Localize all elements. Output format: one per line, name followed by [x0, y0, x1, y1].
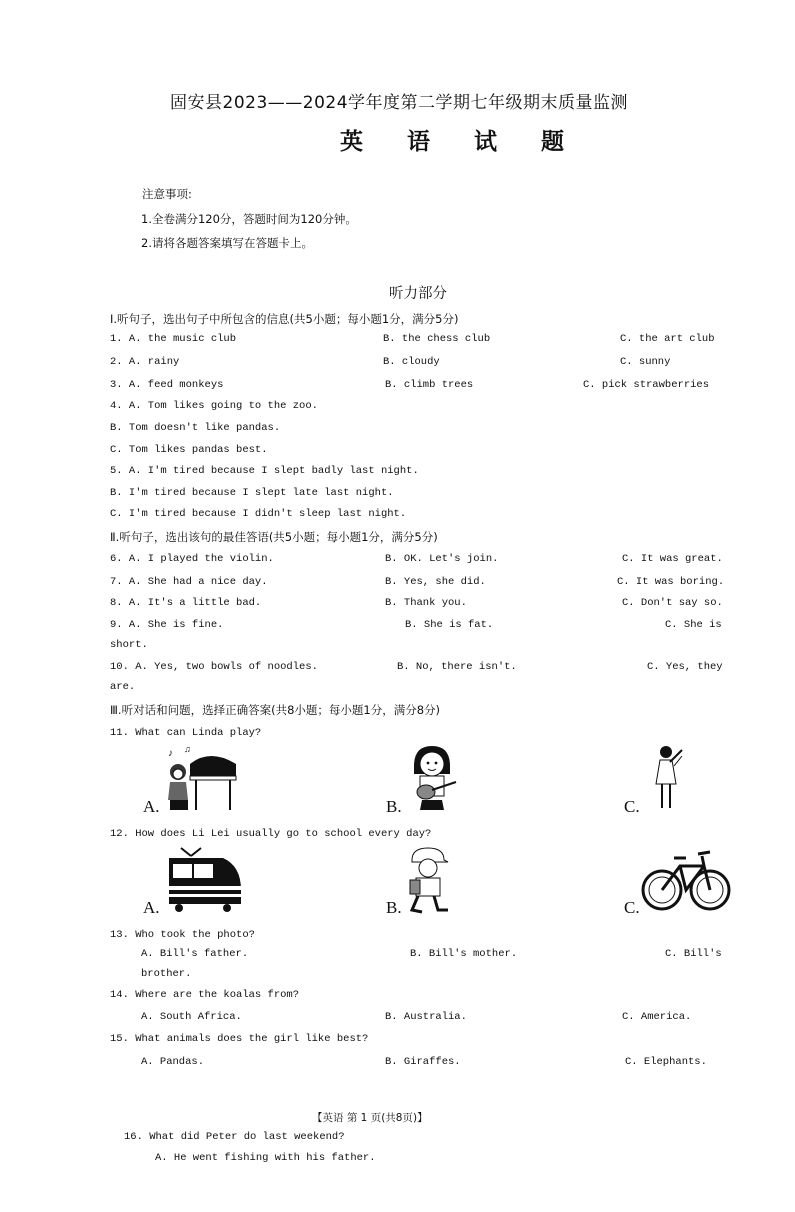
question-text: 11. What can Linda play?: [110, 727, 262, 739]
option-text: B. Giraffes.: [385, 1056, 461, 1068]
option-text: 4. A. Tom likes going to the zoo.: [110, 400, 318, 412]
option-text: 7. A. She had a nice day.: [110, 576, 268, 588]
svg-text:♪: ♪: [168, 748, 173, 759]
option-text: B. Tom doesn't like pandas.: [110, 422, 281, 434]
option-text: C. Tom likes pandas best.: [110, 444, 268, 456]
option-text: C. It was great.: [622, 553, 723, 565]
option-text: C. Yes, they: [647, 661, 723, 673]
question-text: 16. What did Peter do last weekend?: [124, 1131, 345, 1143]
option-text: C. pick strawberries: [583, 379, 710, 391]
option-text: 10. A. Yes, two bowls of noodles.: [110, 661, 318, 673]
option-text: B. She is fat.: [405, 619, 494, 631]
option-text: C. sunny: [620, 356, 671, 368]
notes-heading: 注意事项:: [142, 187, 192, 201]
notes-item: 1.全卷满分120分，答题时间为120分钟。: [141, 212, 357, 226]
option-text: A. Pandas.: [141, 1056, 205, 1068]
option-text: C. It was boring.: [617, 576, 725, 588]
option-label: B.: [386, 898, 402, 917]
option-text: B. climb trees: [385, 379, 474, 391]
section-title: 听力部分: [389, 286, 447, 302]
option-text: 3. A. feed monkeys: [110, 379, 224, 391]
option-text: are.: [110, 681, 136, 693]
option-text: C. the art club: [620, 333, 715, 345]
svg-text:♫: ♫: [184, 744, 191, 754]
option-text: C. Elephants.: [625, 1056, 707, 1068]
option-text: C. Don't say so.: [622, 597, 723, 609]
option-text: A. He went fishing with his father.: [155, 1152, 376, 1164]
option-text: A. Bill's father.: [141, 948, 249, 960]
part-heading: Ⅰ.听句子，选出句子中所包含的信息(共5小题；每小题1分，满分5分): [110, 312, 459, 326]
option-text: B. Yes, she did.: [385, 576, 486, 588]
option-text: B. No, there isn't.: [397, 661, 517, 673]
option-label: A.: [143, 898, 160, 917]
option-label: B.: [386, 797, 402, 816]
option-text: 9. A. She is fine.: [110, 619, 224, 631]
question-text: 13. Who took the photo?: [110, 929, 255, 941]
violin-girl-image: [652, 744, 684, 814]
guitar-girl-image: [404, 744, 460, 812]
option-text: B. cloudy: [383, 356, 440, 368]
walking-boy-image: [404, 846, 450, 914]
option-text: C. I'm tired because I didn't sleep last night.: [110, 508, 407, 520]
part-heading: Ⅱ.听句子，选出该句的最佳答语(共5小题；每小题1分，满分5分): [110, 530, 438, 544]
option-label: C.: [624, 898, 640, 917]
option-text: B. OK. Let's join.: [385, 553, 499, 565]
option-text: brother.: [141, 968, 192, 980]
train-image: [163, 846, 243, 914]
option-text: 8. A. It's a little bad.: [110, 597, 262, 609]
option-text: B. Thank you.: [385, 597, 467, 609]
option-text: 1. A. the music club: [110, 333, 237, 345]
option-text: C. Bill's: [665, 948, 722, 960]
option-text: B. I'm tired because I slept late last night.: [110, 487, 394, 499]
piano-girl-image: [160, 742, 240, 814]
option-text: short.: [110, 639, 148, 651]
option-text: B. Bill's mother.: [410, 948, 518, 960]
option-text: A. South Africa.: [141, 1011, 242, 1023]
exam-title: 固安县2023——2024学年度第二学期七年级期末质量监测: [170, 93, 629, 113]
option-text: B. Australia.: [385, 1011, 467, 1023]
option-label: A.: [143, 797, 160, 816]
exam-subtitle: 英 语 试 题: [340, 129, 583, 155]
question-text: 12. How does Li Lei usually go to school every day?: [110, 828, 432, 840]
option-text: C. America.: [622, 1011, 692, 1023]
question-text: 14. Where are the koalas from?: [110, 989, 300, 1001]
option-text: 6. A. I played the violin.: [110, 553, 274, 565]
part-heading: Ⅲ.听对话和问题，选择正确答案(共8小题；每小题1分，满分8分): [110, 703, 441, 717]
option-text: B. the chess club: [383, 333, 491, 345]
bicycle-image: [640, 844, 732, 914]
question-text: 15. What animals does the girl like best?: [110, 1033, 369, 1045]
option-text: 5. A. I'm tired because I slept badly last night.: [110, 465, 419, 477]
option-text: 2. A. rainy: [110, 356, 180, 368]
notes-item: 2.请将各题答案填写在答题卡上。: [141, 236, 313, 250]
page-footer: 【英语 第 1 页(共8页)】: [312, 1112, 428, 1124]
option-label: C.: [624, 797, 640, 816]
option-text: C. She is: [665, 619, 722, 631]
